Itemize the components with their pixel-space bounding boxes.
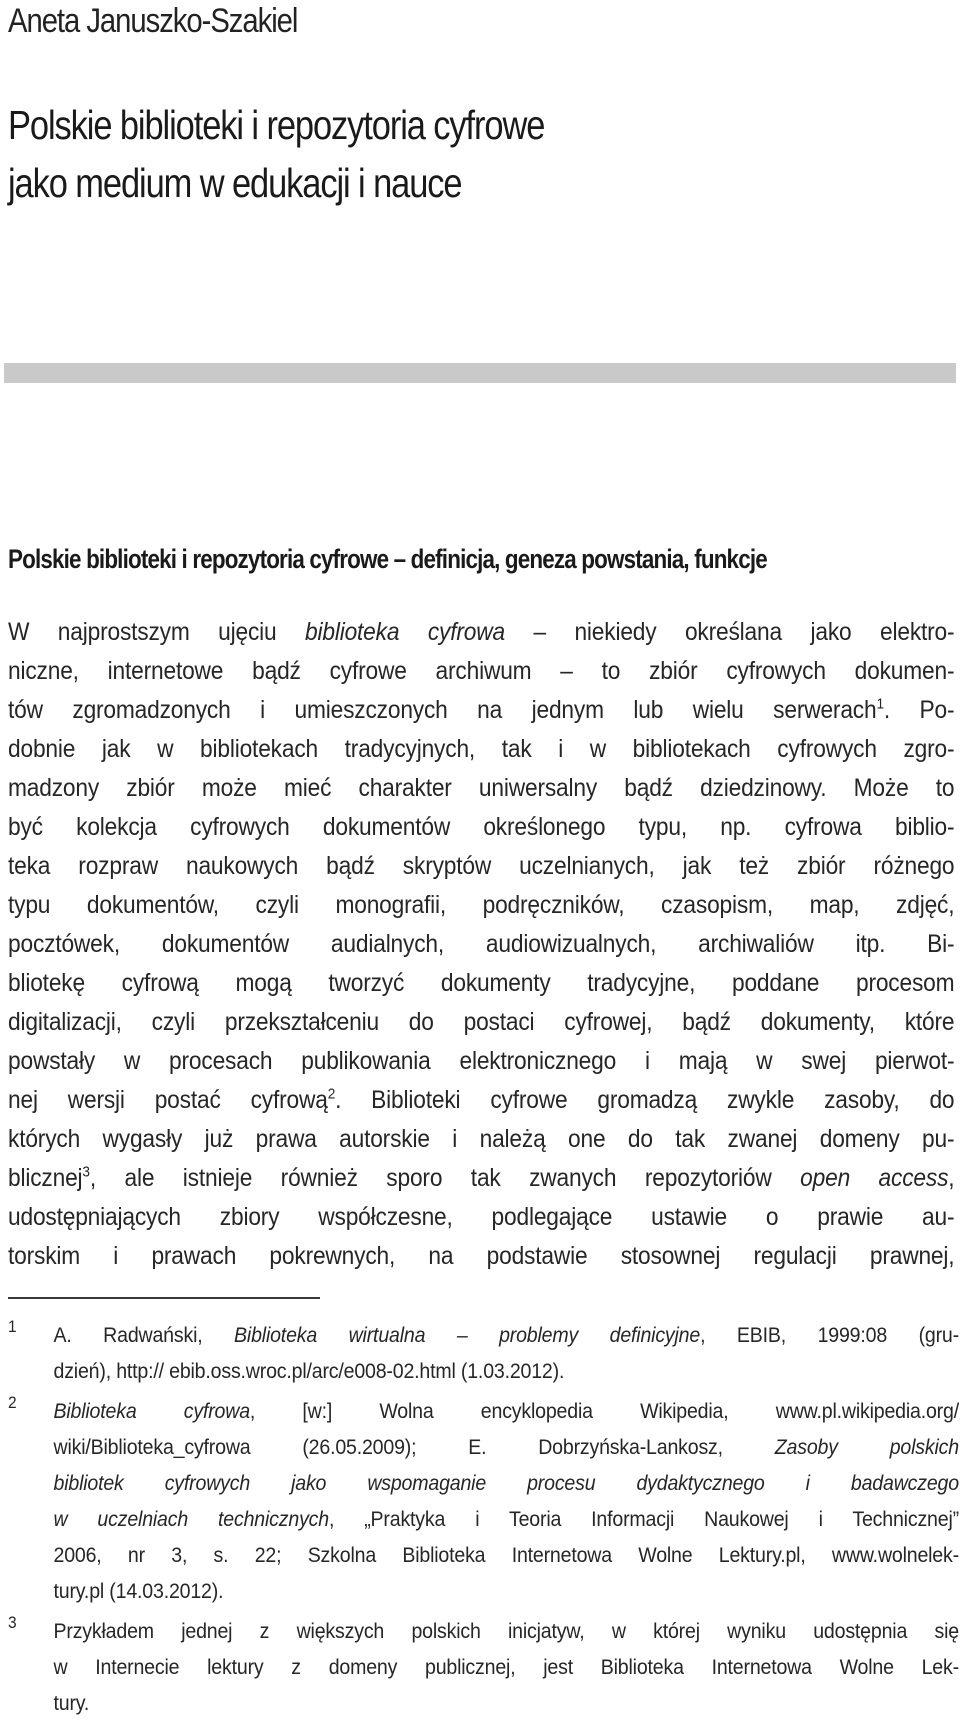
body-line: madzony zbiór może mieć charakter uniwersalny bądź dziedzinowy. Może to — [8, 774, 955, 802]
body-line: torskim i prawach pokrewnych, na podstawie stosownej regulacji prawnej, — [8, 1242, 955, 1270]
body-line: blicznej$^3$, ale istnieje również sporo tak zwanych repozytoriów open access, — [8, 1163, 955, 1192]
body-paragraph — [8, 613, 954, 1276]
decorative-gray-band — [4, 363, 956, 383]
body-line: być kolekcja cyfrowych dokumentów określonego typu, np. cyfrowa biblio- — [8, 813, 955, 841]
footnote-line: w Internecie lektury z domeny publicznej, jest Biblioteka Internetowa Wolne Lek- — [53, 1655, 959, 1679]
body-line: nej wersji postać cyfrową$^2$. Biblioteki cyfrowe gromadzą zwykle zasoby, do — [8, 1085, 955, 1114]
section-heading: Polskie biblioteki i repozytoria cyfrowe – definicja, geneza powstania, funkcje — [8, 544, 767, 574]
footnote-line: Biblioteka cyfrowa, [w:] Wolna encyklopedia Wikipedia, www.pl.wikipedia.org/ — [53, 1399, 959, 1423]
footnote-3 — [8, 1613, 959, 1721]
body-line: niczne, internetowe bądź cyfrowe archiwum – to zbiór cyfrowych dokumen- — [8, 657, 955, 685]
body-line: udostępniających zbiory współczesne, podlegające ustawie o prawie au- — [8, 1203, 955, 1231]
footnote-line: wiki/Biblioteka_cyfrowa (26.05.2009); E. Dobrzyńska-Lankosz, Zasoby polskich — [53, 1435, 959, 1459]
footnote-1 — [8, 1317, 959, 1389]
body-line: W najprostszym ujęciu biblioteka cyfrowa – niekiedy określana jako elektro- — [8, 618, 955, 646]
footnote-line: A. Radwański, Biblioteka wirtualna – problemy definicyjne, EBIB, 1999:08 (gru- — [53, 1323, 959, 1347]
footnote-line: tury. — [53, 1691, 90, 1715]
footnote-2 — [8, 1393, 959, 1609]
body-line: tów zgromadzonych i umieszczonych na jednym lub wielu serwerach$^1$. Po- — [8, 695, 955, 724]
body-line: dobnie jak w bibliotekach tradycyjnych, tak i w bibliotekach cyfrowych zgro- — [8, 735, 955, 763]
footnote-number: 1 — [8, 1317, 17, 1336]
title-line-2: jako medium w edukacji i nauce — [8, 160, 462, 206]
footnote-line: 2006, nr 3, s. 22; Szkolna Biblioteka Internetowa Wolne Lektury.pl, www.wolnelek- — [53, 1543, 959, 1567]
footnote-line: bibliotek cyfrowych jako wspomaganie procesu dydaktycznego i badawczego — [53, 1471, 959, 1495]
footnote-ref[interactable]: 3 — [82, 1163, 90, 1181]
footnote-ref[interactable]: 2 — [327, 1085, 336, 1103]
footnote-line: Przykładem jednej z większych polskich inicjatyw, w której wyniku udostępnia się — [53, 1619, 959, 1643]
body-line: typu dokumentów, czyli monografii, podręczników, czasopism, map, zdjęć, — [8, 891, 955, 919]
body-line: teka rozpraw naukowych bądź skryptów uczelnianych, jak też zbiór różnego — [8, 852, 955, 880]
footnote-line: tury.pl (14.03.2012). — [53, 1579, 224, 1603]
footnote-number: 2 — [8, 1393, 17, 1412]
footnote-number: 3 — [8, 1613, 17, 1632]
body-line: bliotekę cyfrową mogą tworzyć dokumenty tradycyjne, poddane procesom — [8, 969, 955, 997]
article-title — [8, 96, 544, 212]
body-line: pocztówek, dokumentów audialnych, audiowizualnych, archiwaliów itp. Bi- — [8, 930, 955, 958]
footnote-line: w uczelniach technicznych, „Praktyka i Teoria Informacji Naukowej i Technicznej” — [53, 1507, 959, 1531]
footnote-ref[interactable]: 1 — [876, 695, 884, 713]
footnote-line: dzień), http:// ebib.oss.wroc.pl/arc/e008-02.html (1.03.2012). — [53, 1359, 565, 1383]
author-name: Aneta Januszko-Szakiel — [8, 2, 298, 40]
title-line-1: Polskie biblioteki i repozytoria cyfrowe — [8, 102, 545, 148]
footnotes — [8, 1317, 959, 1721]
body-line: których wygasły już prawa autorskie i należą one do tak zwanej domeny pu- — [8, 1125, 955, 1153]
body-line: powstały w procesach publikowania elektronicznego i mają w swej pierwot- — [8, 1047, 955, 1075]
body-line: digitalizacji, czyli przekształceniu do postaci cyfrowej, bądź dokumenty, które — [8, 1008, 955, 1036]
footnote-separator — [8, 1297, 320, 1299]
